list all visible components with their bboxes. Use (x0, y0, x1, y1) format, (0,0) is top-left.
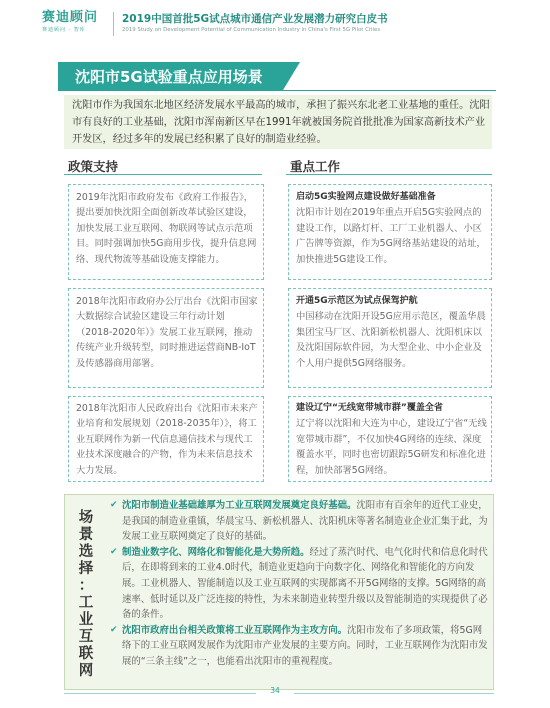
section-underline (58, 90, 496, 91)
scene-label-char: 联 (78, 646, 94, 662)
header-divider (113, 12, 114, 36)
scene-label-char: 选 (78, 544, 94, 560)
check-icon: ✔ (110, 624, 118, 635)
focus-card-text: 沈阳市计划在2019年重点开启5G实验网点的建设工作，以路灯杆、工厂工业机器人、小区广告牌等资源，作为5G网络基站建设的站址，加快推进5G建设工作。 (296, 207, 486, 265)
scene-label-char: 景 (78, 527, 94, 543)
focus-card-text: 中国移动在沈阳开设5G应用示范区，覆盖华晨集团宝马厂区、沈阳新松机器人、沈阳机床以及沈阳国际软件园，为大型企业、中小企业及个人用户提供5G网络服务。 (296, 311, 486, 369)
scene-item-text: 经过了蒸汽时代、电气化时代和信息化时代后，在即将到来的工业4.0时代，制造业更趋向于向数字化、网络化和智能化的方向发展。工业机器人、智能制造以及工业互联网的实现都离不开5G网络的支撑。5G网络的高速率、低时延以及广泛连接的特性，为未来制造业转型升级以及智能制造的实现提供了必备的条件。 (122, 546, 488, 621)
scene-item-text: 沈阳市发布了多项政策，将5G网络下的工业互联网发展作为沈阳市产业发展的主要方向。同时，工业互联网作为沈阳市发展的“三条主线”之一，也能看出沈阳市的重视程度。 (122, 624, 488, 667)
focus-card-text: 辽宁将以沈阳和大连为中心，建设辽宁省“无线宽带城市群”，不仅加快4G网络的连续、深度覆盖水平，同时也密切跟踪5G研发和标准化进程，加快部署5G网络。 (296, 418, 487, 476)
focus-card-body (296, 294, 488, 371)
scene-item-highlight: 沈阳市制造业基础雄厚为工业互联网发展奠定良好基础。 (122, 500, 357, 511)
policy-card-text: 2018年沈阳市政府办公厅出台《沈阳市国家大数据综合试验区建设三年行动计划（2018-2020年）》发展工业互联网，推动传统产业升级转型，同时推进运营商NB-IoT及传感器商用部署。 (76, 296, 258, 369)
scene-item (110, 545, 490, 623)
scene-item-text: 沈阳市有百余年的近代工业史，是我国的制造业重镇，华晨宝马、新松机器人、沈阳机床等著名制造业企业汇集于此，为发展工业互联网奠定了良好的基础。 (122, 500, 488, 543)
check-icon: ✔ (110, 500, 118, 510)
scene-label-char: 工 (78, 595, 94, 611)
scene-vertical-label (68, 510, 104, 678)
focus-heading: 重点工作 (290, 159, 341, 174)
scene-item (110, 623, 490, 670)
scene-label-char: 业 (78, 612, 94, 628)
focus-card-title: 开通5G示范区为试点保驾护航 (296, 296, 418, 306)
page-number: 34 (270, 686, 280, 695)
policy-heading: 政策支持 (68, 159, 119, 174)
policy-card-text: 2018年沈阳市人民政府出台《沈阳市未来产业培育和发展规划（2018-2035年）》，将工业互联网作为新一代信息通信技术与现代工业技术深度融合的产物，作为未来信息技术大力发展。 (76, 403, 258, 476)
scene-label-char: ： (78, 578, 94, 594)
scene-item-highlight: 制造业数字化、网络化和智能化是大势所趋。 (122, 546, 310, 558)
focus-card-title: 建设辽宁“无线宽带城市群”覆盖全省 (296, 403, 443, 413)
scene-label-char: 择 (78, 561, 94, 577)
logo-sub-text: 赛迪顾问 · 智库 (42, 27, 86, 33)
policy-card-text: 2019年沈阳市政府发布《政府工作报告》，提出要加快沈阳全面创新改革试验区建设，加快发展工业互联网、物联网等试点示范项目。同时强调加快5G商用步伐，提升信息网络、现代物流等基础设施支撑能力。 (76, 192, 257, 265)
scene-item-highlight: 沈阳市政府出台相关政策将工业互联网作为主攻方向。 (122, 624, 348, 636)
publisher-logo (42, 11, 106, 33)
scene-items (110, 498, 490, 670)
policy-heading-line (64, 174, 262, 175)
intro-text: 沈阳市作为我国东北地区经济发展水平最高的城市，承担了振兴东北老工业基地的重任。沈阳市有良好的工业基础，沈阳市浑南新区早在1991年就被国务院首批批准为国家高新技术产业开发区，经过多年的发展已经积累了良好的制造业经验。 (72, 100, 490, 145)
scene-label-char: 互 (78, 629, 94, 645)
footer-line-left (64, 693, 256, 694)
scene-label-char: 网 (78, 663, 94, 679)
logo-main-text: 赛迪顾问 (42, 10, 99, 25)
footer-line-right (294, 693, 494, 694)
report-subtitle: 2019 Study on Development Potential of Communication Industry in China's First 5G Pilot Cities (122, 27, 381, 33)
focus-card-body (296, 190, 488, 267)
focus-card-title: 启动5G实验网点建设做好基础准备 (296, 192, 436, 202)
section-title: 沈阳市5G试验重点应用场景 (75, 68, 263, 86)
check-icon: ✔ (110, 546, 118, 557)
scene-label-char: 场 (78, 510, 94, 526)
scene-item (110, 498, 490, 545)
focus-card-body (296, 401, 488, 478)
report-title: 2019中国首批5G试点城市通信产业发展潜力研究白皮书 (122, 13, 388, 25)
focus-heading-line (286, 174, 492, 175)
page-header (0, 0, 550, 44)
